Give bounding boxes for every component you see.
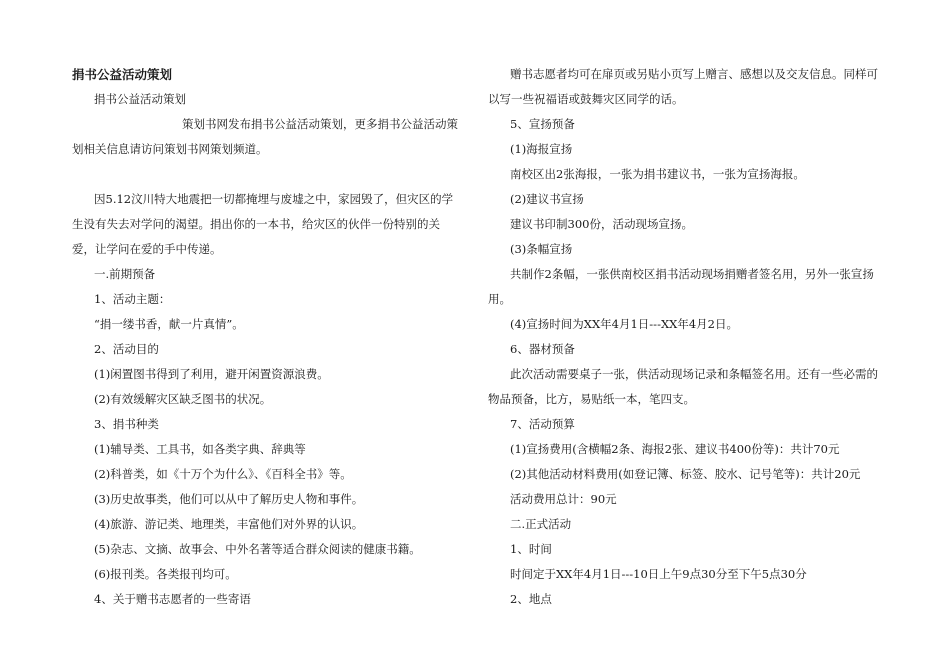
right-line: (2)其他活动材料费用(如登记簿、标签、胶水、记号笔等)：共计20元 [510,467,861,481]
left-line: 2、活动目的 [94,342,159,356]
left-line: “捐一缕书香，献一片真情”。 [94,317,244,331]
right-line: 5、宣扬预备 [510,117,575,131]
left-line: (4)旅游、游记类、地理类，丰富他们对外界的认识。 [94,517,364,531]
right-line: 2、地点 [510,592,552,606]
left-line: 3、捐书种类 [94,417,159,431]
document-subtitle: 捐书公益活动策划 [94,92,186,106]
right-line: 6、器材预备 [510,342,575,356]
intro-paragraph: 策划书网发布捐书公益活动策划，更多捐书公益活动策划相关信息请访问策划书网策划频道。 [72,117,458,156]
right-line: (1)海报宣扬 [510,142,573,156]
left-line: 4、关于赠书志愿者的一些寄语 [94,592,251,606]
right-line: (4)宣扬时间为XX年4月1日---XX年4月2日。 [510,317,738,331]
right-line: 活动费用总计：90元 [510,492,617,506]
right-column [488,62,878,612]
left-line: (3)历史故事类，他们可以从中了解历史人物和事件。 [94,492,364,506]
right-line: (3)条幅宣扬 [510,242,573,256]
background-paragraph: 因5.12汶川特大地震把一切都掩埋与废墟之中，家园毁了，但灾区的学生没有失去对学问的渴望。捐出你的一本书，给灾区的伙伴一份特别的关爱，让学问在爱的手中传递。 [72,192,454,256]
right-line: 南校区出2张海报，一张为捐书建议书，一张为宣扬海报。 [510,167,805,181]
left-line: 1、活动主题： [94,292,171,306]
right-paragraph: 赠书志愿者均可在扉页或另贴小页写上赠言、感想以及交友信息。同样可以写一些祝福语或鼓舞灾区同学的话。 [488,67,878,106]
right-line: 时间定于XX年4月1日---10日上午9点30分至下午5点30分 [510,567,807,581]
left-line: (5)杂志、文摘、故事会、中外名著等适合群众阅读的健康书籍。 [94,542,421,556]
left-line: (6)报刊类。各类报刊均可。 [94,567,237,581]
right-line: 建议书印制300份，活动现场宣扬。 [510,217,693,231]
right-line: (1)宣扬费用(含横幅2条、海报2张、建议书400份等)：共计70元 [510,442,840,456]
right-line: 二.正式活动 [510,517,572,531]
left-column [72,62,462,612]
left-line: (2)科普类，如《十万个为什么》、《百科全书》等。 [94,467,352,481]
left-line: 一.前期预备 [94,267,156,281]
left-line: (2)有效缓解灾区缺乏图书的状况。 [94,392,272,406]
document-title: 捐书公益活动策划 [72,67,173,82]
blank-line [72,162,462,187]
right-line: 1、时间 [510,542,552,556]
left-line: (1)闲置图书得到了利用，避开闲置资源浪费。 [94,367,329,381]
right-line: 7、活动预算 [510,417,575,431]
right-paragraph: 此次活动需要桌子一张，供活动现场记录和条幅签名用。还有一些必需的物品预备，比方，易贴纸一本，笔四支。 [488,367,878,406]
right-paragraph: 共制作2条幅，一张供南校区捐书活动现场捐赠者签名用，另外一张宣扬用。 [488,267,874,306]
left-line: (1)辅导类、工具书，如各类字典、辞典等 [94,442,306,456]
right-line: (2)建议书宣扬 [510,192,584,206]
